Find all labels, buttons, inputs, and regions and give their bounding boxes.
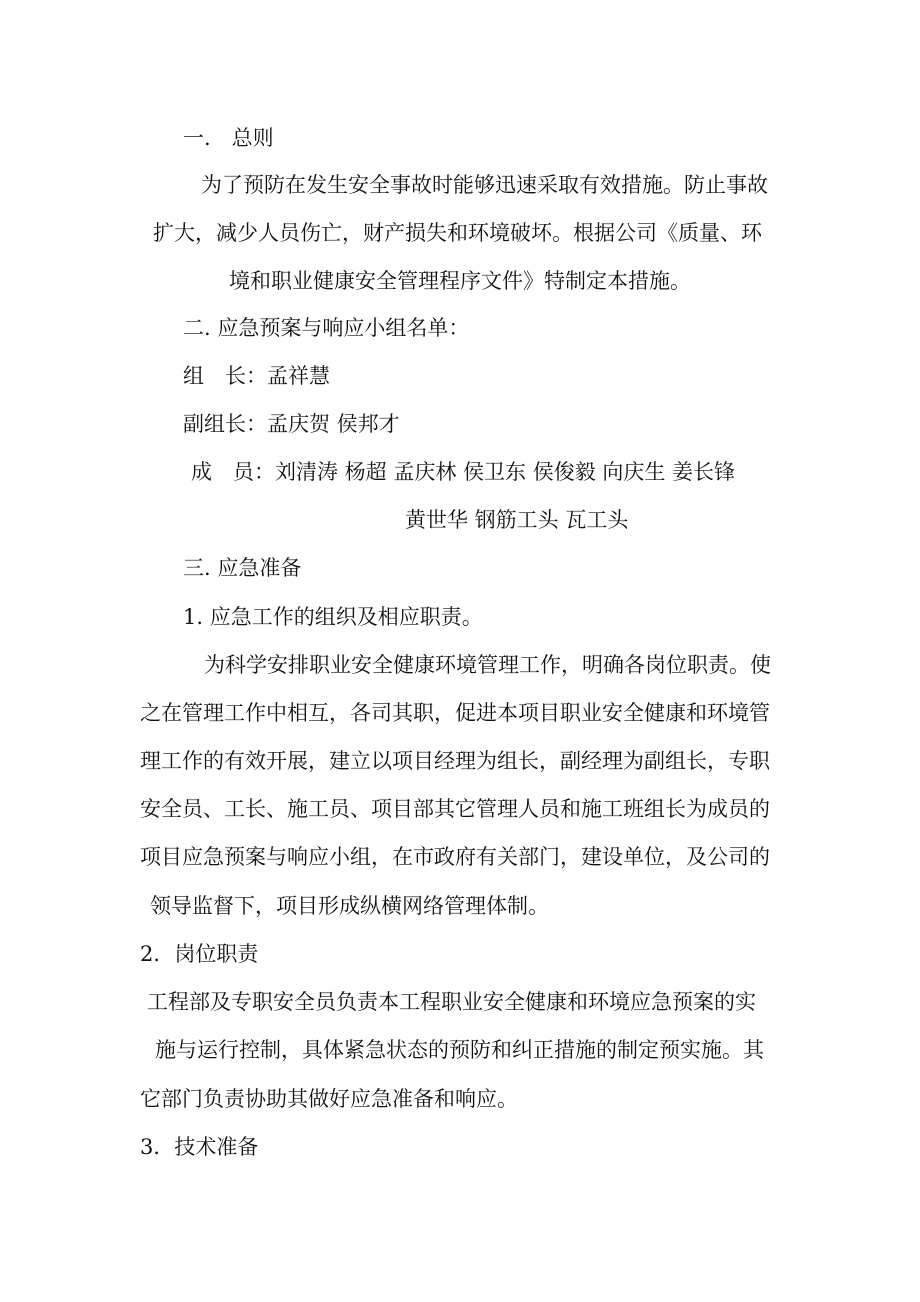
team-members-line-1: 成 员：刘清涛 杨超 孟庆林 侯卫东 侯俊毅 向庆生 姜长锋 — [191, 460, 736, 484]
section-2-heading: 二. 应急预案与响应小组名单： — [183, 316, 470, 340]
item-2-para-line-3: 它部门负责协助其做好应急准备和响应。 — [140, 1087, 518, 1111]
section-1-para-line-3: 境和职业健康安全管理程序文件》特制定本措施。 — [229, 269, 691, 293]
item-1-para-line-2: 之在管理工作中相互，各司其职，促进本项目职业安全健康和环境管 — [140, 701, 770, 725]
item-1-heading: 1. 应急工作的组织及相应职责。 — [183, 605, 483, 629]
item-1-para-line-4: 安全员、工长、施工员、项目部其它管理人员和施工班组长为成员的 — [140, 797, 770, 821]
section-1-para-line-2: 扩大，减少人员伤亡，财产损失和环境破坏。根据公司《质量、环 — [153, 221, 762, 245]
item-2-para-line-2: 施与运行控制，具体紧急状态的预防和纠正措施的制定预实施。其 — [155, 1038, 764, 1062]
item-1-para-line-3: 理工作的有效开展，建立以项目经理为组长，副经理为副组长，专职 — [140, 749, 770, 773]
item-2-heading: 2．岗位职责 — [140, 942, 259, 966]
section-3-heading: 三. 应急准备 — [183, 556, 302, 580]
team-leader: 组 长：孟祥慧 — [183, 364, 330, 388]
item-3-heading: 3．技术准备 — [140, 1135, 259, 1159]
section-1-para-line-1: 为了预防在发生安全事故时能够迅速采取有效措施。防止事故 — [201, 173, 768, 197]
team-members-line-2: 黄世华 钢筋工头 瓦工头 — [405, 508, 629, 532]
item-1-para-line-5: 项目应急预案与响应小组，在市政府有关部门，建设单位，及公司的 — [140, 845, 770, 869]
item-1-para-line-1: 为科学安排职业安全健康环境管理工作，明确各岗位职责。使 — [204, 653, 771, 677]
item-2-para-line-1: 工程部及专职安全员负责本工程职业安全健康和环境应急预案的实 — [147, 990, 756, 1014]
item-1-para-line-6: 领导监督下，项目形成纵横网络管理体制。 — [150, 894, 549, 918]
section-1-heading: 一. 总则 — [183, 126, 274, 150]
team-deputy: 副组长：孟庆贺 侯邦才 — [183, 412, 400, 436]
